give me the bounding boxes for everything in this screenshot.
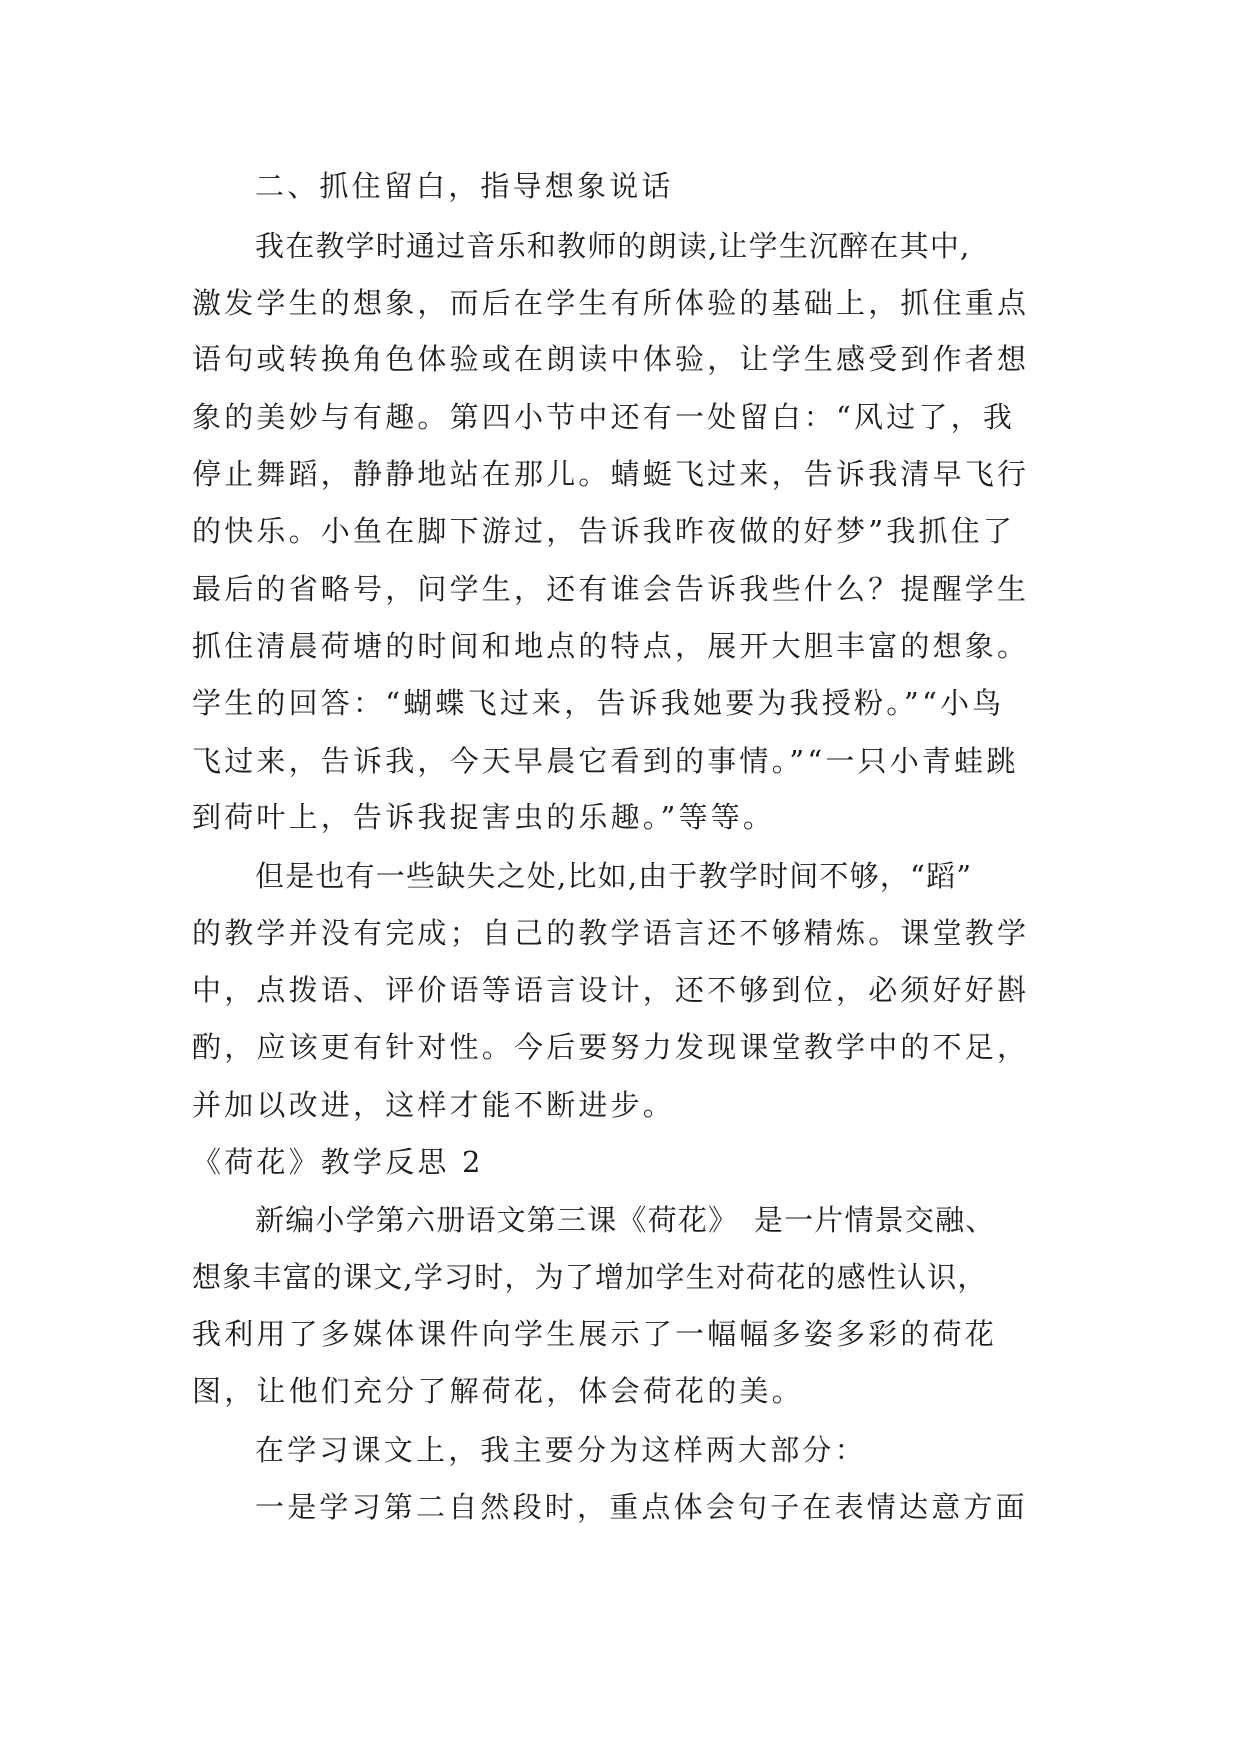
paragraph-line: 酌，应该更有针对性。今后要努力发现课堂教学中的不足， — [192, 1030, 1030, 1064]
paragraph-line: 飞过来，告诉我，今天早晨它看到的事情。”“一只小青蛙跳 — [192, 744, 1019, 778]
paragraph-line: 我在教学时通过音乐和教师的朗读,让学生沉醉在其中, — [255, 229, 971, 263]
paragraph-line: 最后的省略号，问学生，还有谁会告诉我些什么？提醒学生 — [192, 572, 1030, 606]
paragraph-line: 但是也有一些缺失之处,比如,由于教学时间不够，“蹈” — [255, 859, 973, 893]
paragraph-line: 新编小学第六册语文第三课《荷花》 是一片情景交融、 — [255, 1203, 996, 1237]
paragraph-line: 象的美妙与有趣。第四小节中还有一处留白：“风过了，我 — [192, 400, 1016, 434]
paragraph-line: 激发学生的想象，而后在学生有所体验的基础上，抓住重点 — [192, 286, 1030, 320]
paragraph-line: 在学习课文上，我主要分为这样两大部分： — [255, 1433, 867, 1467]
paragraph-line: 学生的回答：“蝴蝶飞过来，告诉我她要为我授粉。”“小鸟 — [192, 686, 1005, 720]
paragraph-line: 到荷叶上，告诉我捉害虫的乐趣。”等等。 — [192, 800, 776, 834]
section-title: 《荷花》教学反思 2 — [192, 1145, 484, 1179]
paragraph-line: 并加以改进，这样才能不断进步。 — [192, 1088, 676, 1122]
paragraph-line: 抓住清晨荷塘的时间和地点的特点，展开大胆丰富的想象。 — [192, 629, 1030, 663]
paragraph-line: 中，点拨语、评价语等语言设计，还不够到位，必须好好斟 — [192, 973, 1030, 1007]
paragraph-line: 一是学习第二自然段时，重点体会句子在表情达意方面 — [255, 1490, 1028, 1524]
paragraph-line: 想象丰富的课文,学习时，为了增加学生对荷花的感性认识， — [192, 1260, 988, 1294]
paragraph-line: 图，让他们充分了解荷花，体会荷花的美。 — [192, 1374, 804, 1408]
paragraph-line: 停止舞蹈，静静地站在那儿。蜻蜓飞过来，告诉我清早飞行 — [192, 457, 1030, 491]
paragraph-line: 的教学并没有完成；自己的教学语言还不够精炼。课堂教学 — [192, 916, 1030, 950]
paragraph-line: 的快乐。小鱼在脚下游过，告诉我昨夜做的好梦”我抓住了 — [192, 514, 1016, 548]
paragraph-line: 我利用了多媒体课件向学生展示了一幅幅多姿多彩的荷花 — [192, 1317, 998, 1351]
paragraph-line: 语句或转换角色体验或在朗读中体验，让学生感受到作者想 — [192, 342, 1030, 376]
section-heading: 二、抓住留白，指导想象说话 — [255, 169, 674, 203]
